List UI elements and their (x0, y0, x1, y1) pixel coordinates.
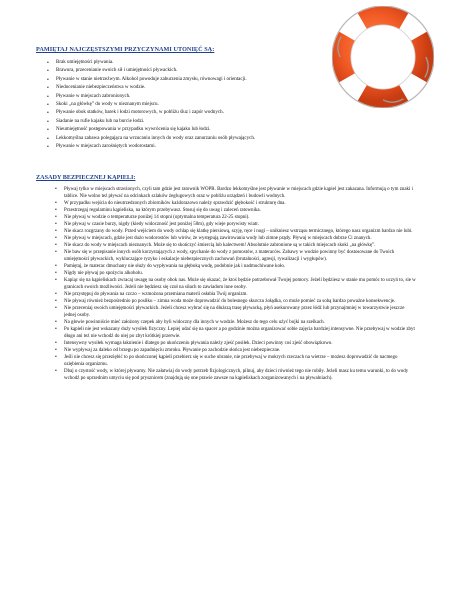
rule-item (55, 214, 416, 221)
bullet-icon: ▪ (47, 76, 49, 83)
rule-item (55, 368, 416, 382)
bullet-icon: ▪ (55, 228, 57, 235)
cause-item-text: Brak umiejętności pływania. (56, 60, 114, 65)
cause-item-text: Pływanie obok statków, barek i łodzi motorowych, w pobliżu śluz i zapór wodnych. (56, 110, 224, 116)
cause-item (47, 84, 341, 92)
rule-item-text: Pływaj tylko w miejscach strzeżonych, czyli tam gdzie jest ratownik WOPR. Bardzo lekkomyślne jest pływanie w miejscach gdzie kąpiel jest zakazana. Informują o tym znaki i tablice. Nie wolno też pływać na odcinkach szlaków żeglugowych oraz w pobliżu urządzeń i budowli wodnych. (64, 187, 413, 200)
rule-item-text: Nie pływaj w wodzie o temperaturze poniżej 14 stopni (optymalna temperatura 22-25 stopni). (64, 215, 250, 221)
cause-item-text: Lekkomyślna zabawa polegająca na wrzucaniu innych do wody oraz zanurzaniu osób pływających. (56, 135, 256, 141)
rule-item (55, 228, 416, 235)
rules-list (55, 186, 416, 382)
cause-item (47, 126, 341, 134)
cause-item-text: Siadanie na rufie kajaku lub na burcie łodzi. (56, 118, 145, 124)
cause-item-text: Pływanie w stanie nietrzeźwym. Alkohol powoduje zaburzenia zmysłu, równowagi i orientacji. (56, 76, 247, 82)
bullet-icon: ▪ (47, 144, 49, 151)
rule-item-text: Nie pływaj w miejscach, gdzie jest dużo wodorostów lub wirów, że występują zawirowania wody lub zimne prądy. Pływaj w miejscach dobrze Ci znanych. (64, 236, 372, 242)
bullet-icon: ▪ (55, 263, 57, 270)
rule-item-text: Nigdy nie pływaj po spożyciu alkoholu. (64, 271, 143, 277)
bullet-icon: ▪ (55, 319, 57, 326)
cause-item-text: Pływanie w miejscach zabronionych. (56, 93, 131, 99)
bullet-icon: ▪ (47, 60, 49, 66)
rule-item (55, 326, 416, 340)
bullet-icon: ▪ (47, 68, 49, 75)
rule-item (55, 305, 416, 319)
bullet-icon: ▪ (55, 354, 57, 361)
bullet-icon: ▪ (55, 221, 57, 228)
rule-item (55, 340, 416, 347)
rule-item (55, 354, 416, 368)
rule-item-text: Nie skacz rozgrzany do wody. Przed wejściem do wody ochlap się klatkę piersiową, szyję, ręce i nogi – unikniesz wstrząsu termicznego, którego nasz organizm bardzo nie lubi. (64, 229, 413, 235)
rule-item-text: Nie przeceniaj swoich umiejętności pływackich. Jeżeli chcesz wybrać się na dłuższą trasę pływacką, płyń asekurowany przez łódź lub przynajmniej w towarzystwie jeszcze jednej osoby. (64, 306, 405, 319)
bullet-icon: ▪ (55, 368, 57, 375)
bullet-icon: ▪ (55, 200, 57, 207)
bullet-icon: ▪ (55, 277, 57, 284)
rule-item (55, 249, 416, 263)
rule-item-text: Kapiąc się na kąpieliskach zwracaj uwagę na osoby obok nas. Może się okazać, że ktoś będzie potrzebował Twojej pomocy. Jeżeli będziesz w stanie mu pomóc to uczyń to, sie w granicach swoich możliwości. Jeżeli nie będziesz się czuł na siłach to zawiadom inne osoby. (64, 278, 416, 291)
bullet-icon: ▪ (55, 186, 57, 192)
cause-item (47, 101, 341, 109)
rule-item (55, 347, 416, 354)
rule-item (55, 186, 416, 200)
causes-list (47, 59, 341, 151)
bullet-icon: ▪ (55, 298, 57, 305)
rule-item-text: Na głowie powinniście mieć założony czepek aby byli widoczny dla innych w wodzie. Możesz do tego celu użyć bojki na szelkach. (64, 320, 325, 326)
rule-item-text: W przypadku wejścia do nieutrzedzonych zbiorników każdorazowo należy sprawdzić głębokość i strukturę dna. (64, 201, 286, 207)
bullet-icon: ▪ (47, 135, 49, 142)
rule-item-text: Nie przystępuj do pływania na czczo – wzmożona przemiana materii osłabia Twój organizm. (64, 292, 248, 298)
bullet-icon: ▪ (55, 340, 57, 347)
rule-item (55, 263, 416, 270)
rule-item-text: Nie pływaj w czasie burzy, nigdy (kiedy widoczność jest poniżej 50m), gdy wieje porywisty wiatr. (64, 222, 259, 228)
cause-item (47, 109, 341, 117)
cause-item-text: Nieumiejętność postępowania w przypadku wywrócenia się kajaku lub łodzi. (56, 127, 211, 133)
cause-item-text: Skoki „na główkę” do wody w nieznanym miejscu. (56, 102, 159, 108)
bullet-icon: ▪ (55, 235, 57, 242)
rule-item (55, 235, 416, 242)
cause-item (47, 67, 341, 75)
heading-drowning-causes: PAMIĘTAJ NAJCZĘSTSZYMI PRZYCZYNAMI UTONIĘĆ SĄ: (36, 46, 215, 53)
bullet-icon: ▪ (55, 305, 57, 312)
cause-item-text: Niedocenianie niebezpieczeństwa w wodzie. (56, 85, 146, 91)
rule-item-text: Pamiętaj, że materac dmuchany nie służy do wypływania na głęboką wodę, podobnie jak i nadmuchiwane koło. (64, 264, 286, 270)
rule-item-text: Przestrzegaj regulaminu kąpieliska, na którym przebywasz. Stosuj się do uwag i zaleceń ratownika. (64, 208, 261, 214)
bullet-icon: ▪ (55, 291, 57, 298)
bullet-icon: ▪ (55, 249, 57, 256)
bullet-icon: ▪ (55, 207, 57, 214)
cause-item-text: Pływanie w miejscach zarośniętych wodorostami. (56, 144, 156, 150)
bullet-icon: ▪ (47, 85, 49, 92)
rule-item-text: Nie skacz do wody w miejscach nieznanych. Może się to skończyć śmiercią lub kalectwem! Absolutnie zabronione są w takich miejscach skoki „na główkę”. (64, 243, 376, 249)
bullet-icon: ▪ (47, 102, 49, 109)
bullet-icon: ▪ (47, 110, 49, 117)
rule-item (55, 319, 416, 326)
rule-item (55, 207, 416, 214)
cause-item (47, 118, 341, 126)
rule-item-text: Jeśli nie chcesz się przeziębić to po skończonej kąpieli przebierz się w suche ubranie, nie przebywaj w mokrych rzeczach na wietrze – możesz doprowadzić do nacmego oziębienia organizmu. (64, 355, 398, 368)
bullet-icon: ▪ (47, 118, 49, 125)
cause-item (47, 143, 341, 151)
rule-item (55, 221, 416, 228)
rule-item (55, 270, 416, 277)
cause-item-text: Brawura, przecenianie swoich sił i umiejętności pływackich. (56, 68, 178, 74)
bullet-icon: ▪ (55, 242, 57, 249)
bullet-icon: ▪ (55, 347, 57, 354)
rule-item (55, 242, 416, 249)
cause-item (47, 93, 341, 101)
rule-item (55, 298, 416, 305)
rule-item-text: Nie wypływaj za daleko od brzegu po zapadnięciu zmroku. Pływanie po zachodzie słońca jest niebezpieczne. (64, 348, 281, 354)
rule-item (55, 277, 416, 291)
rule-item-text: Intensywny wysiłek wymaga łaknienie i dlatego po ukończeniu pływania należy zjeść posiłek. Dzieci powinny coś zjeść obowiązkowo. (64, 341, 333, 347)
bullet-icon: ▪ (47, 127, 49, 134)
rule-item-text: Nie baw się w przepisanie innych osób korzystających z wody, spychanie do wody z pomostów, z materaców. Zabawy w wodzie powinny być dostosowane do Twoich umiejętności pływackich, wykluczające ryzyko i eskalacje niebezpiecznych zachowań (brutalności, agresji, rywalizacji i wygłupów). (64, 250, 395, 263)
bullet-icon: ▪ (55, 270, 57, 277)
rule-item (55, 200, 416, 207)
heading-safe-bathing-rules: ZASADY BEZPIECZNEJ KĄPIELI: (36, 174, 136, 181)
rule-item-text: Dbaj o czystość wody, w której pływamy. Nie załatwiaj do wody potrzeb fizjologicznych, pilnuj, aby dzieci również tego nie robiły. Jeżeli masz ku temu warunki, to do wody wchodź po uprzednim umyciu się pod prysznicem (znajdują się one prawie zawsze na kąpieliskach zorganizowanych i na pływalniach). (64, 369, 409, 382)
bullet-icon: ▪ (47, 93, 49, 100)
cause-item (47, 76, 341, 84)
rule-item (55, 291, 416, 298)
bullet-icon: ▪ (55, 214, 57, 221)
rule-item-text: Po kąpieli nie jest wskazany duży wysiłek fizyczny. Lepiej udać się na spacer a po godzinie można organizować sobie zajęcia bardziej intensywne. Nie przebywaj w wodzie zbyt długo ani też nie wchodź do niej po zbyt krótkiej przerwie. (64, 327, 415, 340)
cause-item (47, 59, 341, 67)
bullet-icon: ▪ (55, 326, 57, 333)
cause-item (47, 135, 341, 143)
rule-item-text: Nie pływaj również bezpośrednio po posiłku – zimna woda może doprowadzić do bolesnego skurczu żołądka, co może pomieć za sobą bardzo poważne konsekwencje. (64, 299, 396, 305)
lifebuoy-icon (332, 6, 434, 108)
